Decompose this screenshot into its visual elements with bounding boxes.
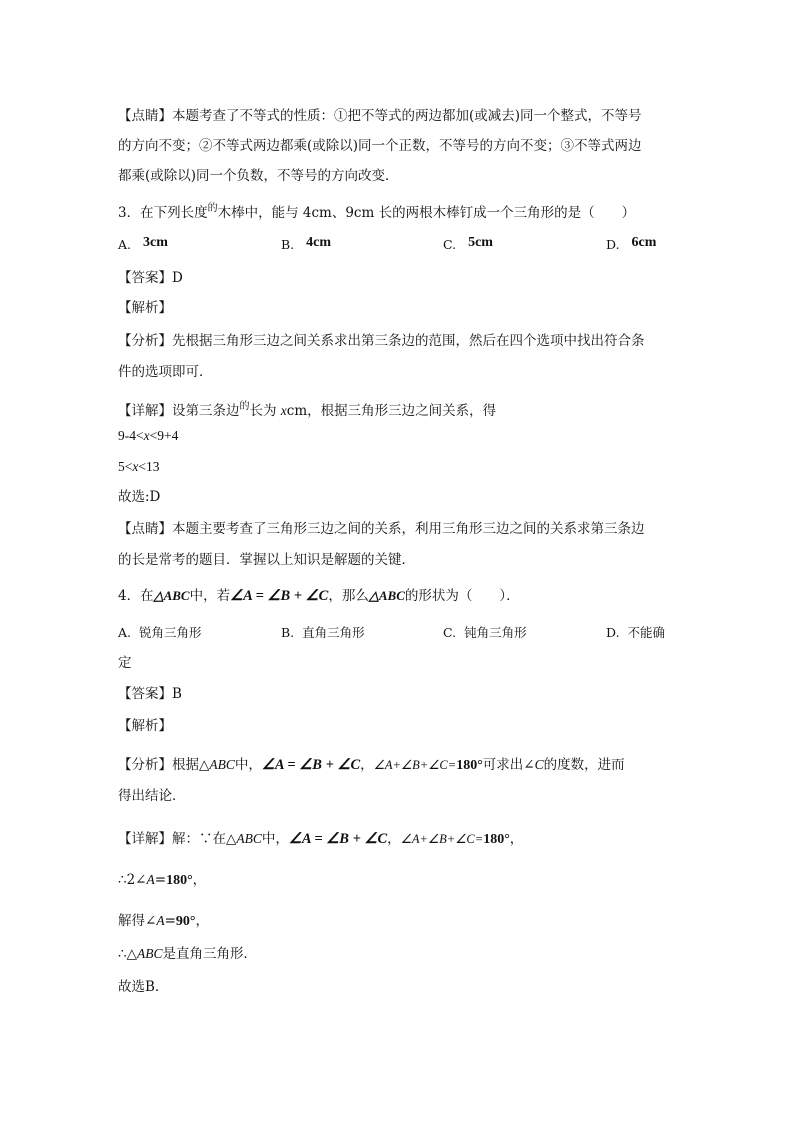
q3-fenxi-line-2: 件的选项即可． (118, 364, 213, 380)
xq-post: cm，根据三角形三边之间关系，得 (286, 403, 497, 419)
q3-inequality-1 (118, 426, 178, 446)
q3-inequality-2 (118, 457, 160, 477)
s1-a: A (146, 872, 155, 887)
q4-option-d (606, 622, 665, 644)
q3-dianjing-line-2: 的长是常考的题目．掌握以上知识是解题的关键． (118, 552, 415, 568)
s2-end: ， (195, 913, 209, 929)
s2-a: A (156, 913, 165, 928)
q3-xiangjie (118, 397, 496, 421)
q4-step-3 (118, 944, 257, 964)
xq-pre: 【详解】解：∵在△ (118, 831, 237, 847)
q4-choices (118, 622, 678, 646)
s2-eq: = (164, 913, 176, 929)
option-letter: A. (118, 625, 132, 640)
q4-option-d-wrap: 定 (118, 655, 132, 671)
ineq-var: x (132, 459, 139, 474)
q3-option-a (118, 232, 168, 256)
angle-equation: ∠A = ∠B + ∠C (261, 757, 361, 773)
q3-jiexi: 【解析】 (118, 300, 172, 316)
q4-guxuan: 故选B． (118, 979, 169, 995)
option-value: 直角三角形 (302, 625, 365, 640)
q3-option-d (606, 232, 656, 256)
angle-sum: ∠A+∠B+∠C= (373, 758, 457, 772)
s3-post: 是直角三角形． (162, 946, 257, 962)
question-4-stem (118, 586, 520, 606)
s3-abc: ABC (136, 946, 163, 961)
option-value: 不能确 (627, 625, 666, 640)
angle-sum: ∠A+∠B+∠C= (400, 832, 484, 846)
q3-option-b (281, 232, 331, 256)
option-letter: D. (606, 237, 620, 252)
option-value: 3cm (143, 235, 168, 250)
q3-fenxi-line-1: 【分析】先根据三角形三边之间关系求出第三条边的范围，然后在四个选项中找出符合条 (118, 333, 645, 349)
option-letter: B. (281, 237, 295, 252)
q4-mid1: 中，若 (189, 588, 231, 604)
option-value: 4cm (306, 235, 332, 250)
q4-fenxi (118, 755, 625, 776)
fx-c: C (534, 757, 544, 772)
option-value: 5cm (468, 235, 493, 250)
degree-value: 180° (456, 758, 483, 773)
xq-end: ， (509, 831, 524, 847)
fx-abc: ABC (209, 757, 235, 772)
q4-fenxi-line-2: 得出结论． (118, 788, 186, 804)
ineq-part: <13 (138, 459, 160, 474)
q4-pre: 4．在 (118, 588, 154, 604)
ineq-part: <9+4 (149, 428, 179, 443)
s1-eq: = (154, 872, 167, 888)
option-letter: B. (281, 625, 295, 640)
option-letter: A. (118, 237, 132, 252)
s2-pre: 解得∠ (118, 913, 157, 929)
option-value: 钝角三角形 (464, 625, 527, 640)
option-value: 锐角三角形 (139, 625, 202, 640)
degree-value: 180° (483, 832, 510, 847)
triangle-abc: △ABC (153, 588, 190, 603)
s3-pre: ∴△ (118, 946, 137, 962)
q4-mid2: ，那么 (328, 588, 369, 604)
q3-guxuan: 故选:D (118, 489, 161, 505)
fx-end: 的度数，进而 (543, 757, 625, 773)
fx-comma: ， (360, 757, 374, 773)
q3-dianjing-line-1: 【点睛】本题主要考查了三角形三边之间的关系，利用三角形三边之间的关系求第三条边 (118, 521, 645, 537)
xq-comma: ， (387, 831, 401, 847)
ineq-part: 5< (118, 459, 133, 474)
option-letter: C. (443, 237, 457, 252)
s1-end: ， (192, 872, 207, 888)
angle-equation: ∠A = ∠B + ∠C (230, 588, 329, 604)
fx-post: 可求出∠ (482, 757, 535, 773)
q3-stem-de: 的 (207, 203, 218, 214)
xq-abc: ABC (236, 831, 262, 846)
ineq-var: x (143, 428, 150, 443)
q4-xiangjie (118, 829, 523, 850)
q3-option-c (443, 232, 493, 256)
angle-equation: ∠A = ∠B + ∠C (288, 831, 388, 847)
xq-mid: 中， (261, 831, 289, 847)
option-letter: D. (606, 625, 620, 640)
q4-option-a (118, 622, 202, 644)
dianjing-line-3: 都乘(或除以)同一个负数，不等号的方向改变． (118, 168, 399, 184)
q3-stem-pre: 3．在下列长度 (118, 205, 208, 221)
q4-jiexi: 【解析】 (118, 718, 172, 734)
xq-pre: 【详解】设第三条边 (118, 403, 240, 419)
xq-mid: 长为 (249, 403, 281, 419)
dianjing-line-1: 【点睛】本题考查了不等式的性质：①把不等式的两边都加(或减去)同一个整式，不等号 (118, 108, 642, 124)
xq-var: x (280, 403, 287, 418)
fx-pre: 【分析】根据△ (118, 757, 210, 773)
q3-choices (118, 232, 678, 256)
q4-post: 的形状为（ ）． (404, 588, 520, 604)
xq-de: 的 (239, 401, 250, 412)
triangle-abc: △ABC (368, 588, 405, 603)
option-value: 6cm (631, 235, 657, 250)
q4-answer: 【答案】B (118, 686, 182, 702)
q4-option-c (443, 622, 527, 644)
s1-pre: ∴2∠ (118, 872, 147, 888)
q4-option-b (281, 622, 365, 644)
q3-stem-post: 木棒中，能与 4cm、9cm 长的两根木棒钉成一个三角形的是（ ） (217, 205, 636, 221)
q3-answer: 【答案】D (118, 270, 183, 286)
q4-step-2 (118, 911, 209, 932)
q4-step-1 (118, 870, 206, 891)
ineq-part: 9-4< (118, 428, 144, 443)
fx-mid: 中， (234, 757, 262, 773)
question-3-stem (118, 199, 635, 223)
dianjing-line-2: 的方向不变；②不等式两边都乘(或除以)同一个正数，不等号的方向不变；③不等式两边 (118, 138, 642, 154)
degree-value: 90° (175, 914, 196, 929)
degree-value: 180° (166, 873, 193, 888)
option-letter: C. (443, 625, 457, 640)
